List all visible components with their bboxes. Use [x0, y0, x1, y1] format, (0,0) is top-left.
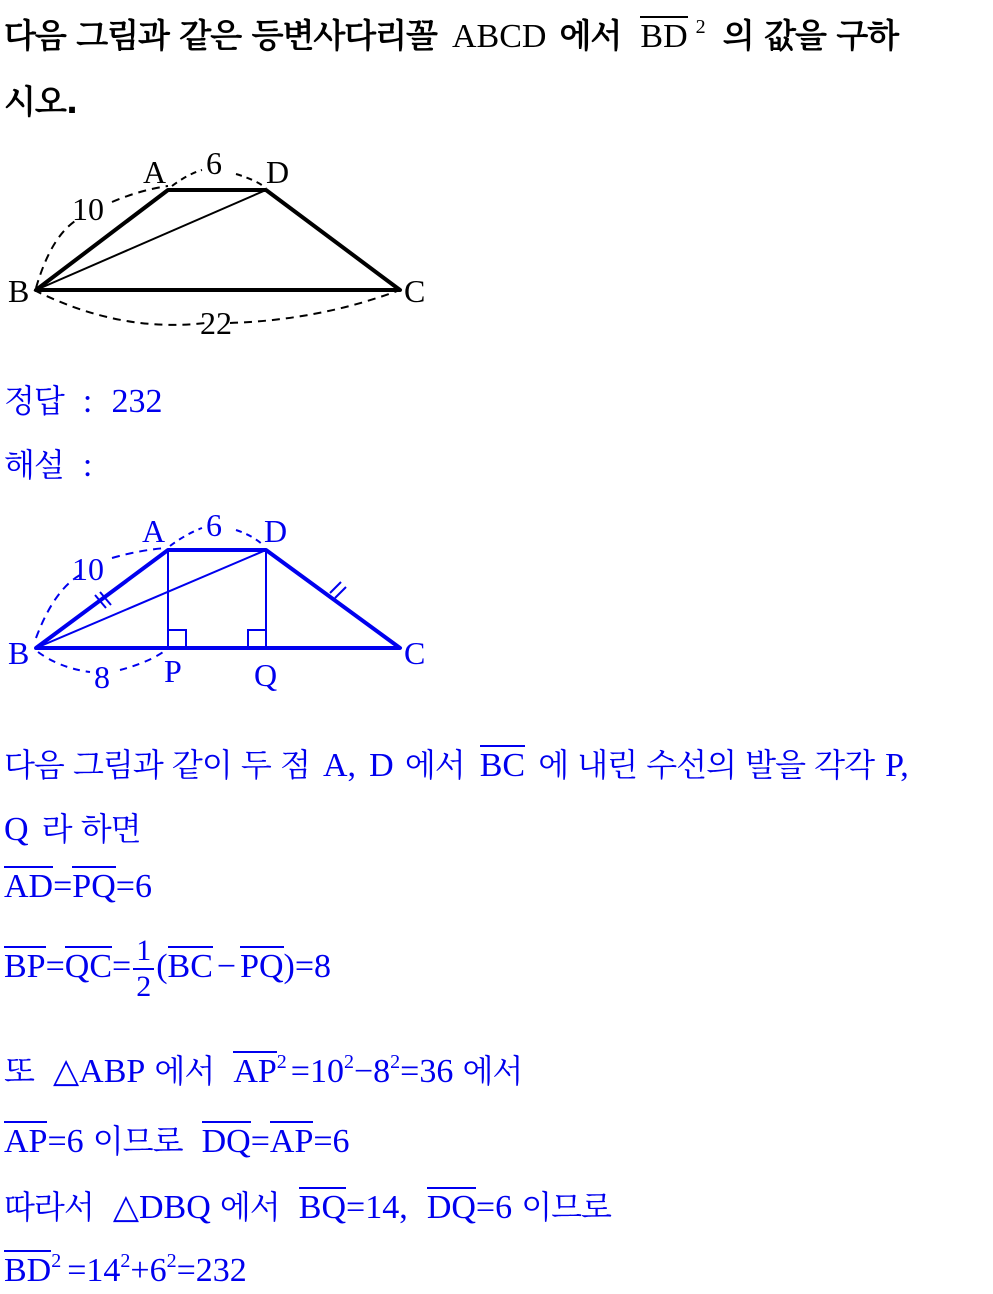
segment-bp: BP: [4, 947, 46, 985]
question-text: 의 값을 구하: [722, 16, 899, 55]
value: =6: [115, 868, 152, 905]
triangle-dbq: △DBQ: [112, 1189, 211, 1226]
segment-dq: DQ: [426, 1189, 476, 1226]
vertex-c: C: [404, 635, 426, 671]
exponent: 2: [51, 1250, 62, 1272]
solution-line-1: [4, 740, 909, 786]
segment-ap: AP: [269, 1123, 314, 1160]
vertex-c: C: [404, 273, 426, 309]
solution-text: 에서: [219, 1188, 280, 1226]
exponent: 2: [343, 1051, 354, 1073]
segment-bc: BC: [167, 947, 213, 985]
explanation-colon: :: [82, 447, 93, 484]
answer-value: 232: [111, 383, 163, 420]
solution-text: 에서: [404, 746, 465, 784]
vertex-p: P: [164, 653, 182, 689]
solution-text: 에서: [154, 1052, 215, 1090]
answer-label: 정답: [4, 382, 64, 420]
segment-bq: BQ: [298, 1189, 347, 1226]
segment-bc: BC: [479, 747, 526, 784]
equals: =: [45, 947, 65, 985]
solution-text: 이므로: [521, 1188, 611, 1226]
question-line-1: [4, 10, 898, 57]
equals: =: [250, 1123, 270, 1160]
equation-bd-square: [4, 1250, 247, 1290]
length-bp: 8: [94, 659, 110, 695]
solution-text: 따라서: [4, 1188, 94, 1226]
equation-ad-pq: [4, 866, 152, 906]
equals: =: [53, 868, 73, 905]
vertex-d: D: [264, 513, 288, 549]
value: =36: [400, 1053, 454, 1090]
solution-figure: [0, 500, 440, 700]
answer-colon: :: [82, 383, 93, 420]
point-a: A,: [323, 747, 357, 784]
length-bc: 22: [200, 305, 232, 341]
segment-ap: AP: [233, 1053, 277, 1090]
solution-text: 이므로: [92, 1122, 183, 1160]
segment-pq: PQ: [240, 947, 284, 985]
segment-qc: QC: [64, 947, 113, 985]
vertex-a: A: [143, 154, 167, 190]
denominator: 2: [136, 970, 152, 1003]
value: +6: [130, 1252, 167, 1289]
value: )=8: [283, 947, 332, 985]
exponent: 2: [276, 1051, 287, 1073]
answer-line: [4, 376, 162, 422]
trapezoid-figure: [0, 148, 440, 343]
exponent: 2: [120, 1250, 131, 1272]
question-text: 다음 그림과 같은 등변사다리꼴: [4, 16, 437, 55]
equation-ap-dq: [4, 1116, 350, 1162]
exponent: 2: [695, 16, 706, 38]
length-ab: 10: [72, 551, 104, 587]
segment-bd: BD: [4, 1252, 52, 1289]
question-line-2: 시오.: [4, 82, 78, 121]
solution-text: 다음 그림과 같이 두 점: [4, 746, 310, 784]
vertex-a: A: [142, 513, 166, 549]
length-ab: 10: [72, 191, 104, 227]
segment-ap: AP: [4, 1123, 48, 1160]
paren: (: [156, 947, 168, 985]
segment-bd: BD: [640, 18, 688, 55]
quad-label: ABCD: [451, 18, 547, 55]
point-d: D: [369, 747, 394, 784]
point-p: P,: [885, 747, 909, 784]
question-text: 에서: [559, 16, 622, 55]
fraction-half: [133, 936, 154, 1002]
length-ad: 6: [206, 507, 222, 543]
triangle-abp: △ABP: [53, 1053, 146, 1090]
solution-text: 라 하면: [41, 810, 141, 848]
right-angle-q: [248, 630, 266, 648]
vertex-b: B: [8, 273, 30, 309]
segment-dq: DQ: [201, 1123, 251, 1160]
exponent: 2: [166, 1250, 177, 1272]
value: =6: [47, 1123, 84, 1160]
solution-line-2: [4, 804, 141, 850]
vertex-d: D: [266, 154, 290, 190]
value: =6: [475, 1189, 513, 1226]
equation-dbq: [4, 1182, 611, 1228]
length-ad: 6: [206, 148, 222, 181]
value: =14: [67, 1252, 121, 1289]
minus: −: [216, 947, 237, 985]
exponent: 2: [390, 1051, 401, 1073]
equation-bp-qc: [4, 936, 331, 1002]
tick-mark-dc: [335, 587, 346, 598]
value: =10: [290, 1053, 344, 1090]
solution-text: 에서: [462, 1052, 523, 1090]
segment-pq: PQ: [72, 868, 116, 905]
equation-ap-square: [4, 1046, 522, 1092]
equals: =: [112, 947, 132, 985]
solution-text: 에 내린 수선의 발을 각각: [538, 746, 874, 784]
explanation-label: 해설: [4, 446, 64, 484]
solution-text: 또: [4, 1052, 34, 1090]
point-q: Q: [4, 811, 29, 848]
tick-mark-dc: [330, 582, 341, 593]
segment-ad: AD: [4, 868, 54, 905]
explanation-line: [4, 440, 92, 486]
value: −8: [353, 1053, 391, 1090]
value: =232: [176, 1252, 247, 1289]
numerator: 1: [133, 936, 154, 970]
value: =14,: [346, 1189, 408, 1226]
value: =6: [313, 1123, 350, 1160]
right-angle-p: [168, 630, 186, 648]
vertex-b: B: [8, 635, 30, 671]
vertex-q: Q: [254, 657, 278, 693]
